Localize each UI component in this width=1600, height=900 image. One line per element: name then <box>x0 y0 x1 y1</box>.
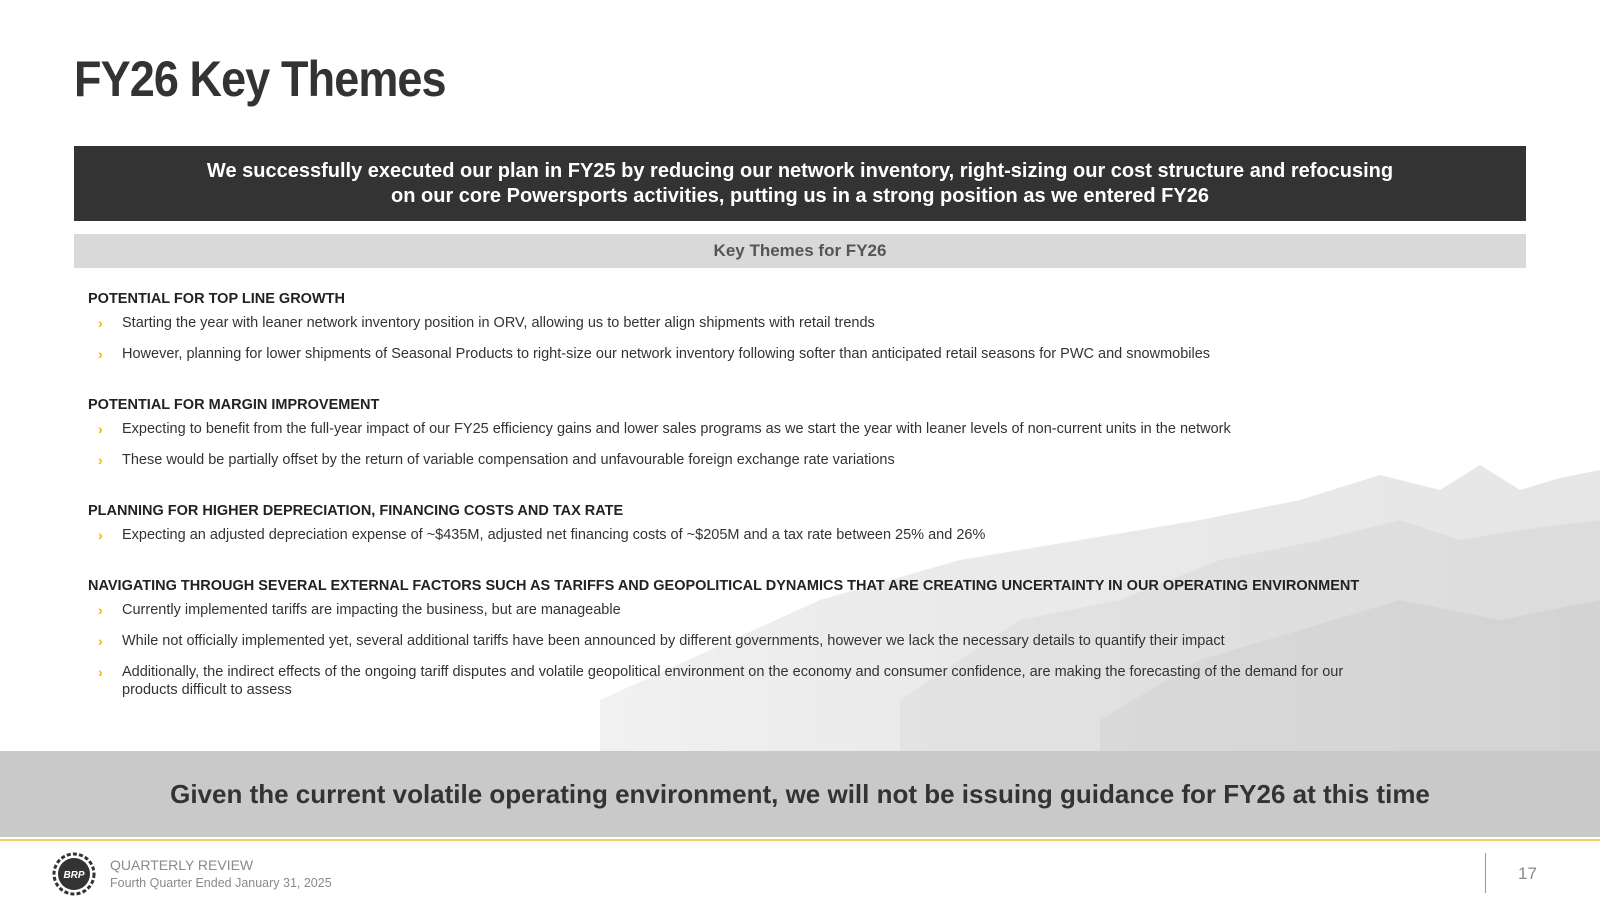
page-title: FY26 Key Themes <box>74 51 446 107</box>
chevron-right-icon: › <box>98 527 103 543</box>
bullet-item <box>88 451 1528 469</box>
page-number: 17 <box>1518 864 1537 883</box>
bullet-item <box>88 420 1528 438</box>
section-heading: POTENTIAL FOR MARGIN IMPROVEMENT <box>88 397 380 413</box>
section-depreciation-financing-tax <box>88 496 1528 544</box>
guidance-message-bar <box>0 751 1600 837</box>
bullet-text: While not officially implemented yet, several additional tariffs have been announced by different governments, however we lack the necessary details to quantify their impact <box>122 633 1225 649</box>
section-heading: PLANNING FOR HIGHER DEPRECIATION, FINANCING COSTS AND TAX RATE <box>88 503 624 519</box>
bullet-text: Expecting to benefit from the full-year impact of our FY25 efficiency gains and lower sales programs as we start the year with leaner levels of non-current units in the network <box>122 421 1231 437</box>
chevron-right-icon: › <box>98 664 103 680</box>
section-external-factors <box>88 571 1528 699</box>
section-heading: NAVIGATING THROUGH SEVERAL EXTERNAL FACTORS SUCH AS TARIFFS AND GEOPOLITICAL DYNAMICS THAT ARE CREATING UNCERTAINTY IN OUR OPERATING ENVIRONMENT <box>88 578 1360 594</box>
quarterly-review-subtitle: Fourth Quarter Ended January 31, 2025 <box>110 876 332 890</box>
section-margin-improvement <box>88 390 1528 469</box>
section-heading: POTENTIAL FOR TOP LINE GROWTH <box>88 291 345 307</box>
bullet-item <box>88 601 1528 619</box>
chevron-right-icon: › <box>98 633 103 649</box>
bullet-text: Starting the year with leaner network inventory position in ORV, allowing us to better align shipments with retail trends <box>122 315 875 331</box>
themes-list <box>88 284 1528 699</box>
chevron-right-icon: › <box>98 452 103 468</box>
bullet-text: Expecting an adjusted depreciation expense of ~$435M, adjusted net financing costs of ~$205M and a tax rate between 25% and 26% <box>122 527 986 543</box>
bullet-text: However, planning for lower shipments of Seasonal Products to right-size our network inventory following softer than anticipated retail seasons for PWC and snowmobiles <box>122 346 1211 362</box>
chevron-right-icon: › <box>98 346 103 362</box>
footer-accent-line <box>0 839 1600 841</box>
section-top-line-growth <box>88 284 1528 363</box>
quarterly-review-title: QUARTERLY REVIEW <box>110 857 254 873</box>
themes-header: Key Themes for FY26 <box>74 234 1526 268</box>
bullet-item <box>88 314 1528 332</box>
bullet-item <box>88 345 1528 363</box>
bullet-item <box>88 526 1528 544</box>
logo-text: BRP <box>63 870 85 881</box>
banner-line-1: We successfully executed our plan in FY25 by reducing our network inventory, right-sizing our cost structure and refocusing <box>206 159 1394 182</box>
chevron-right-icon: › <box>98 602 103 618</box>
chevron-right-icon: › <box>98 421 103 437</box>
bullet-text: Additionally, the indirect effects of the ongoing tariff disputes and volatile geopolitical environment on the economy and consumer confidence, are making the forecasting of the demand for our products difficult to assess <box>122 664 1344 698</box>
chevron-right-icon: › <box>98 315 103 331</box>
bullet-text: These would be partially offset by the return of variable compensation and unfavourable foreign exchange rate variations <box>122 452 895 468</box>
summary-banner <box>74 146 1526 221</box>
page-number-divider <box>1485 853 1486 893</box>
bullet-text: Currently implemented tariffs are impacting the business, but are manageable <box>122 602 621 618</box>
bullet-item <box>88 663 1528 699</box>
banner-line-2: on our core Powersports activities, putting us in a strong position as we entered FY26 <box>391 184 1209 207</box>
guidance-message: Given the current volatile operating environment, we will not be issuing guidance for FY26 at this time <box>170 778 1430 809</box>
brp-logo <box>52 852 96 896</box>
bullet-item <box>88 632 1528 650</box>
